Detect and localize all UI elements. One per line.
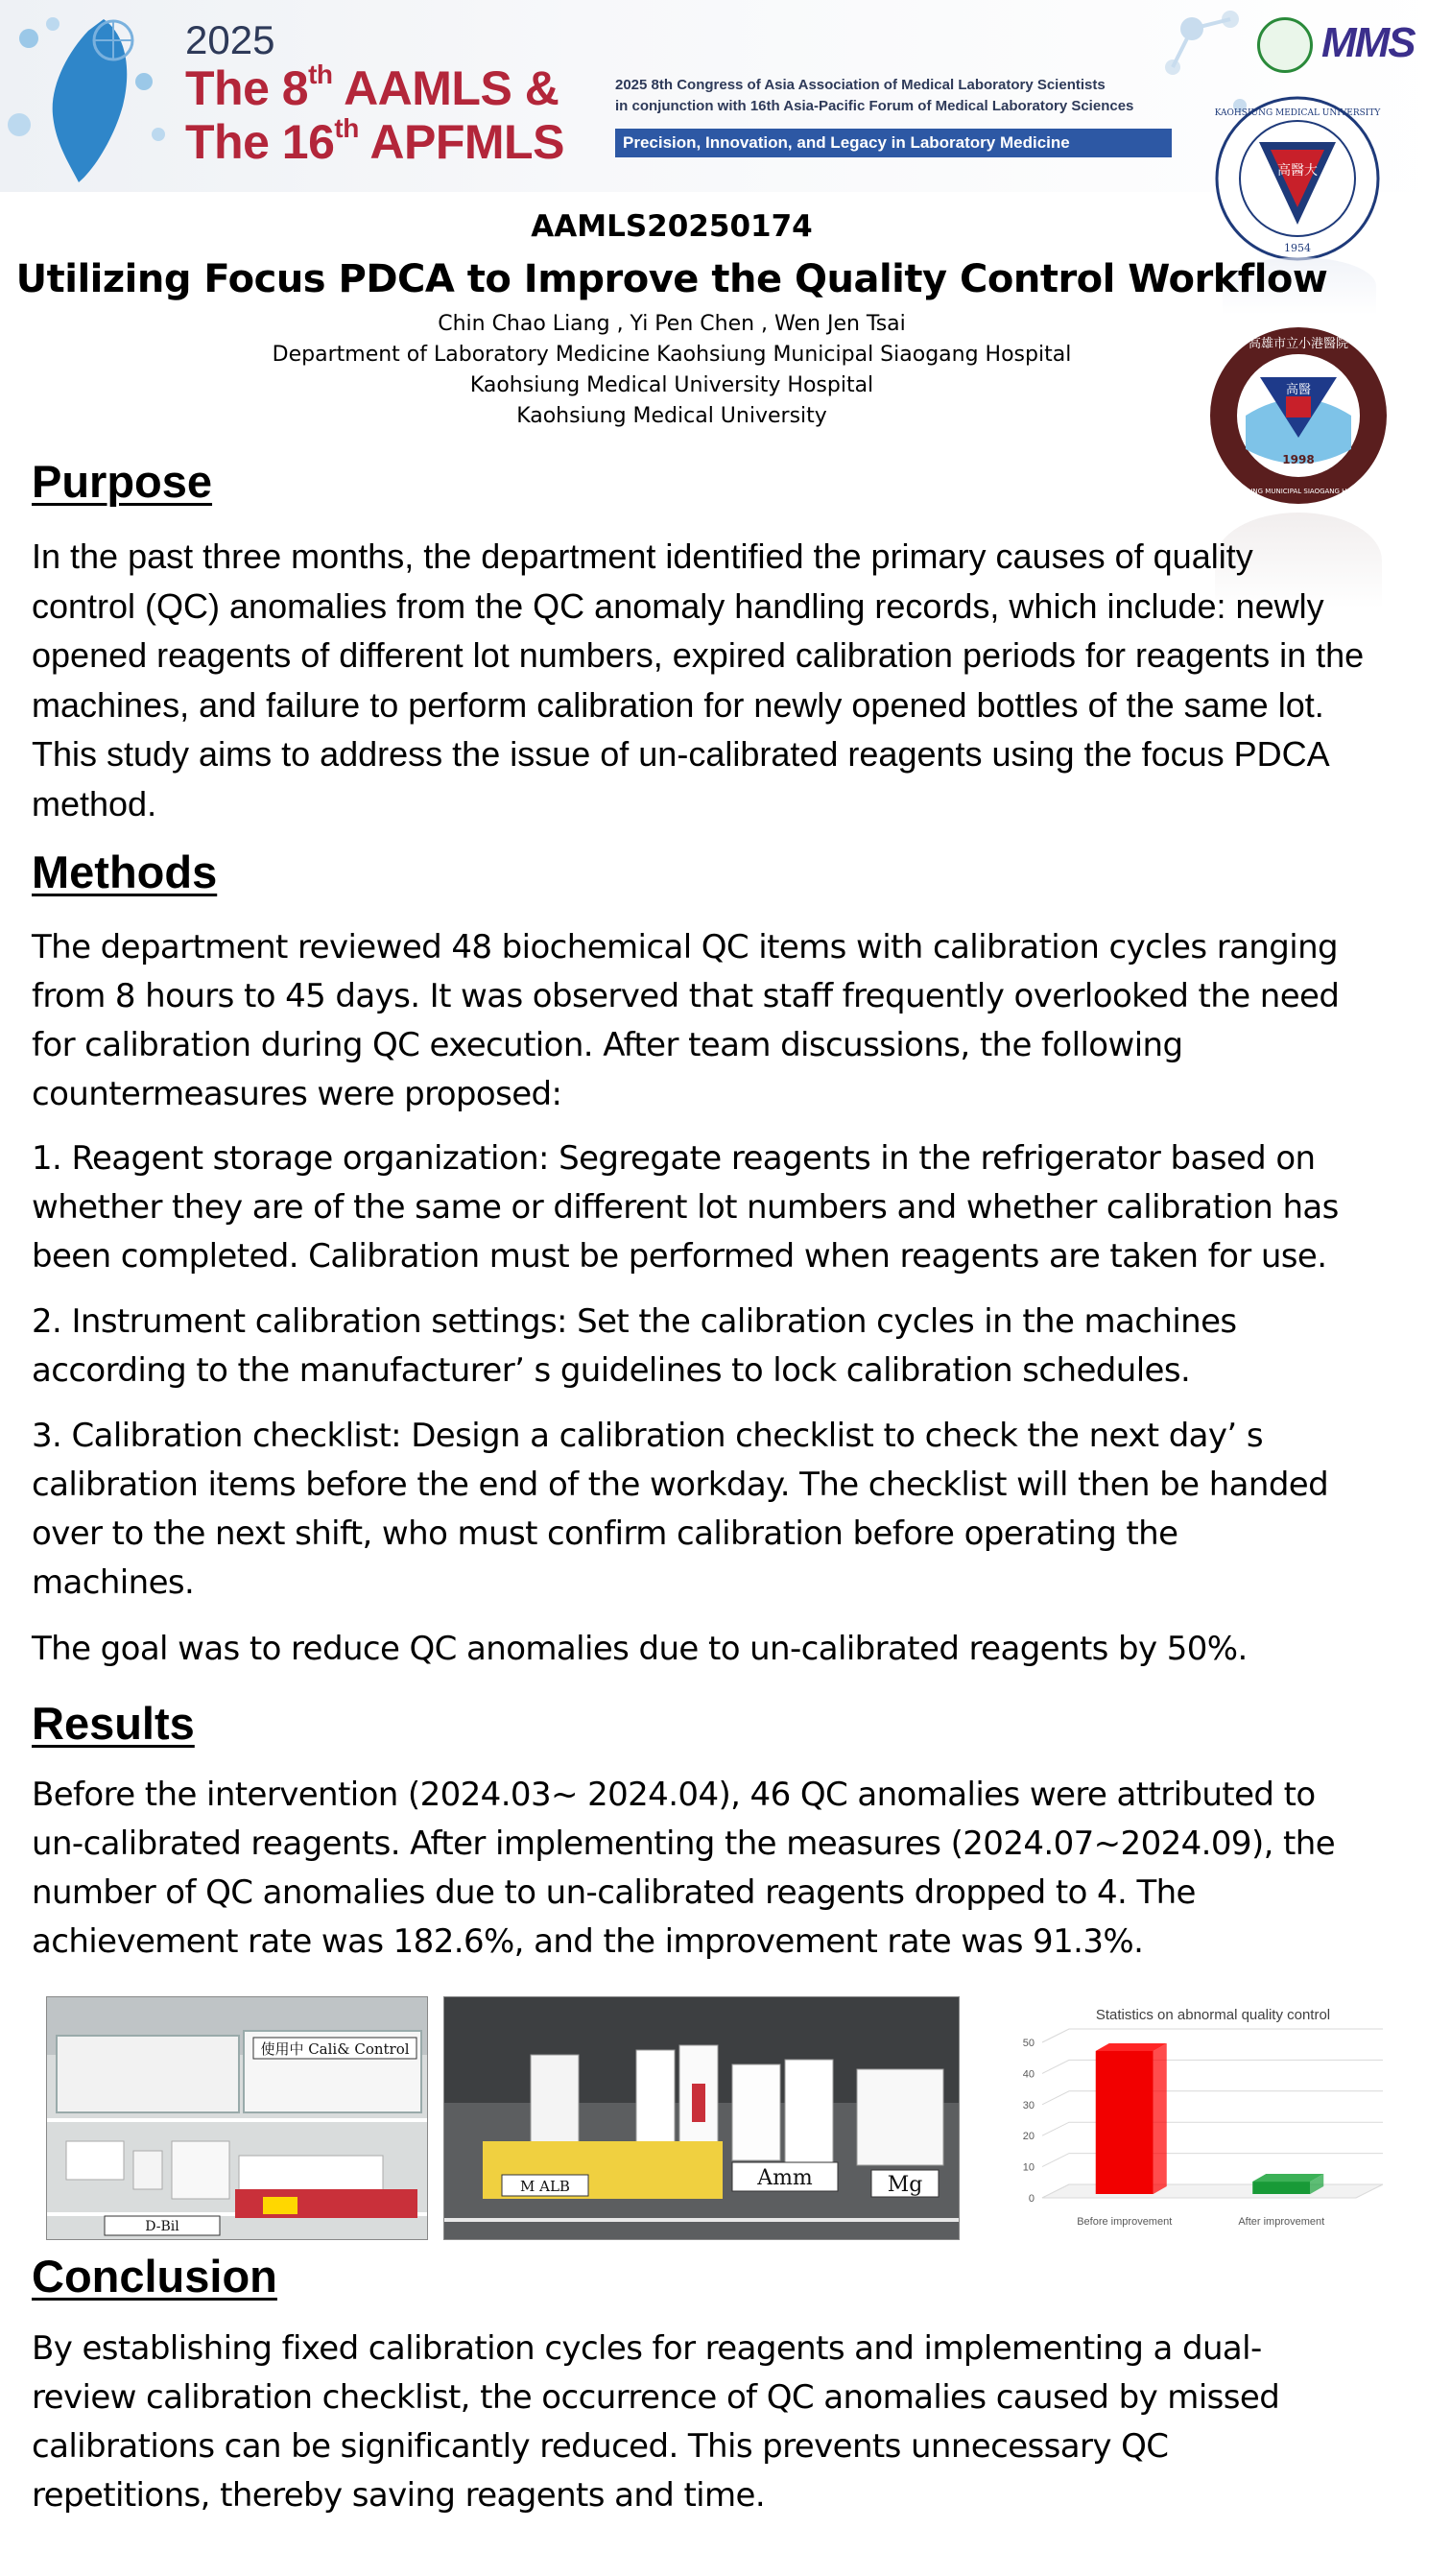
photo1-label-dbil: D-Bil	[145, 2219, 179, 2234]
methods-line: machines.	[32, 1563, 195, 1602]
methods-intro	[32, 923, 1423, 1119]
chart-title: Statistics on abnormal quality control	[1095, 2007, 1331, 2023]
affiliation-2: Kaohsiung Medical University Hospital	[469, 373, 874, 397]
affiliation-1: Department of Laboratory Medicine Kaohsiung Municipal Siaogang Hospital	[272, 343, 1072, 367]
conclusion-line: repetitions, thereby saving reagents and time.	[32, 2476, 766, 2515]
conclusion-line: calibrations can be significantly reduced. This prevents unnecessary QC	[32, 2427, 1169, 2466]
chart-bar	[1096, 2043, 1167, 2194]
chart-y-tick-label: 30	[1022, 2099, 1035, 2111]
chart-floor	[1042, 2184, 1383, 2198]
purpose-line: control (QC) anomalies from the QC anomaly handling records, which include: newly	[32, 585, 1324, 626]
methods-line: countermeasures were proposed:	[32, 1075, 562, 1113]
chart-y-tick-label: 20	[1022, 2131, 1035, 2143]
kmu-year: 1954	[1284, 242, 1311, 254]
results-line: un-calibrated reagents. After implementing the measures (2024.07~2024.09), the	[32, 1825, 1336, 1863]
chart-y-ticks	[1023, 2038, 1035, 2205]
photo2-label-mg: Mg	[887, 2173, 923, 2197]
chart-y-tick-label: 40	[1022, 2068, 1035, 2081]
kmu-center-text: 高醫大	[1277, 163, 1318, 179]
methods-line: been completed. Calibration must be performed when reagents are taken for use.	[32, 1237, 1327, 1276]
conclusion-text	[32, 2325, 1423, 2520]
chart-gridline	[1042, 2122, 1383, 2135]
hospital-ring-bottom: KAOHSIUNG MUNICIPAL SIAOGANG HOSPITAL	[1222, 488, 1375, 495]
chart-y-tick-label: 50	[1022, 2038, 1035, 2049]
taiwan-map-icon	[0, 0, 182, 192]
chart-grid	[1042, 2029, 1383, 2198]
qc-anomaly-chart	[1004, 1994, 1407, 2234]
results-text	[32, 1771, 1423, 1967]
results-line: Before the intervention (2024.03~ 2024.04), 46 QC anomalies were attributed to	[32, 1776, 1316, 1814]
chart-gridline	[1042, 2060, 1383, 2073]
results-line: achievement rate was 182.6%, and the improvement rate was 91.3%.	[32, 1922, 1144, 1961]
purpose-line: machines, and failure to perform calibration for newly opened bottles of the same lot.	[32, 684, 1324, 725]
photo2-label-malb: M ALB	[520, 2178, 570, 2195]
methods-line: 2. Instrument calibration settings: Set the calibration cycles in the machines	[32, 1302, 1237, 1341]
reagent-shelf-photo-2-drawing	[444, 1997, 959, 2239]
banner-tagline: Precision, Innovation, and Legacy in Laboratory Medicine	[615, 129, 1172, 157]
chart-category-label: Before improvement	[1077, 2216, 1173, 2228]
methods-item-2	[32, 1298, 1423, 1395]
reagent-shelf-photo-1	[46, 1996, 428, 2240]
conclusion-heading: Conclusion	[32, 2251, 277, 2302]
methods-line: calibration items before the end of the workday. The checklist will then be handed	[32, 1466, 1329, 1504]
chart-y-tick-label: 0	[1028, 2193, 1035, 2205]
methods-line: 3. Calibration checklist: Design a calibration checklist to check the next day’ s	[32, 1417, 1263, 1455]
purpose-line: method.	[32, 783, 157, 823]
methods-line: whether they are of the same or different lot numbers and whether calibration has	[32, 1188, 1339, 1227]
banner-congress-line-1: 2025 8th Congress of Asia Association of Medical Laboratory Scientists	[615, 77, 1106, 93]
association-seal-icon	[1257, 17, 1313, 73]
hospital-center-text: 高醫	[1285, 383, 1312, 397]
chart-bar	[1252, 2174, 1323, 2194]
authors: Chin Chao Liang , Yi Pen Chen , Wen Jen Tsai	[438, 312, 906, 336]
methods-item-1	[32, 1134, 1423, 1281]
banner-aamls-title: The 8th AAMLS &	[185, 60, 559, 115]
purpose-line: This study aims to address the issue of un-calibrated reagents using the focus PDCA	[32, 734, 1330, 774]
methods-heading: Methods	[32, 847, 218, 897]
chart-categories	[1077, 2216, 1324, 2228]
results-heading: Results	[32, 1698, 195, 1749]
results-line: number of QC anomalies due to un-calibrated reagents dropped to 4. The	[32, 1873, 1196, 1912]
abstract-id: AAMLS20250174	[531, 209, 813, 244]
conclusion-line: review calibration checklist, the occurrence of QC anomalies caused by missed	[32, 2378, 1280, 2417]
chart-y-tick-label: 10	[1022, 2161, 1035, 2174]
chart-gridline	[1042, 2091, 1383, 2105]
affiliation-3: Kaohsiung Medical University	[516, 404, 827, 428]
methods-line: 1. Reagent storage organization: Segregate reagents in the refrigerator based on	[32, 1139, 1316, 1178]
methods-line: for calibration during QC execution. After team discussions, the following	[32, 1026, 1183, 1064]
poster-title: Utilizing Focus PDCA to Improve the Quality Control Workflow	[15, 257, 1328, 301]
reagent-shelf-photo-1-drawing	[47, 1997, 427, 2239]
purpose-heading: Purpose	[32, 456, 213, 507]
methods-goal: The goal was to reduce QC anomalies due to un-calibrated reagents by 50%.	[32, 1630, 1248, 1668]
purpose-line: opened reagents of different lot numbers, expired calibration periods for reagents in the	[32, 635, 1365, 675]
chart-category-label: After improvement	[1238, 2216, 1325, 2228]
hospital-year: 1998	[1282, 453, 1315, 466]
banner-year: 2025	[185, 17, 275, 62]
purpose-text	[32, 532, 1423, 828]
banner-apfmls-title: The 16th APFMLS	[185, 113, 564, 169]
reagent-shelf-photo-2	[443, 1996, 960, 2240]
conclusion-line: By establishing fixed calibration cycles for reagents and implementing a dual-	[32, 2329, 1262, 2368]
chart-gridline	[1042, 2029, 1383, 2042]
mms-logo: MMS	[1321, 19, 1415, 66]
photo1-label-in-use: 使用中 Cali& Control	[260, 2040, 410, 2058]
methods-item-3	[32, 1412, 1423, 1608]
methods-line: according to the manufacturer’ s guidelines to lock calibration schedules.	[32, 1351, 1191, 1390]
purpose-line: In the past three months, the department identified the primary causes of quality	[32, 537, 1253, 576]
photo2-label-amm: Amm	[757, 2166, 813, 2190]
banner-congress-line-2: in conjunction with 16th Asia-Pacific Forum of Medical Laboratory Sciences	[615, 98, 1134, 114]
chart-gridline	[1042, 2154, 1383, 2167]
hospital-ring-top: 高雄市立小港醫院	[1248, 337, 1349, 351]
methods-line: over to the next shift, who must confirm calibration before operating the	[32, 1515, 1178, 1553]
chart-bars	[1096, 2043, 1324, 2194]
methods-line: from 8 hours to 45 days. It was observed that staff frequently overlooked the need	[32, 977, 1340, 1015]
kmu-ring-text: KAOHSIUNG MEDICAL UNIVERSITY	[1214, 108, 1381, 118]
methods-line: The department reviewed 48 biochemical QC items with calibration cycles ranging	[32, 928, 1339, 966]
